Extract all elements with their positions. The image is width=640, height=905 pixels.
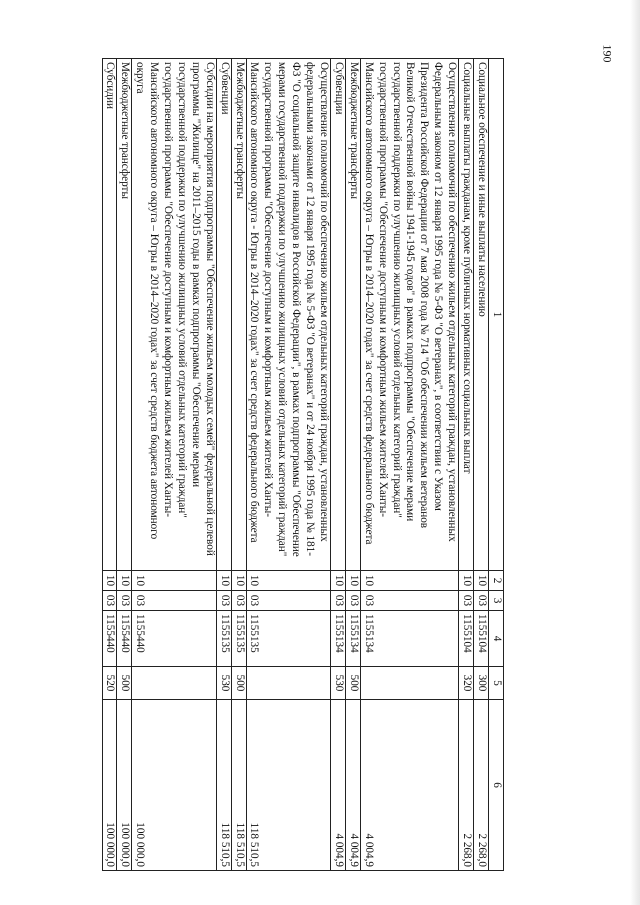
row-expense-type <box>360 667 458 700</box>
scan-edge-shadow <box>630 0 640 905</box>
row-subsection: 03 <box>117 591 132 611</box>
table-row <box>231 59 246 871</box>
row-amount: 118 510,5 <box>231 700 246 871</box>
row-target-article: 1155134 <box>331 611 346 667</box>
row-subsection: 03 <box>216 591 231 611</box>
row-amount: 4 004,9 <box>360 700 458 871</box>
row-section: 10 <box>132 571 216 591</box>
row-expense-type: 300 <box>474 667 489 700</box>
table-row <box>360 59 458 871</box>
row-name: Межбюджетные трансферты <box>231 59 246 571</box>
header-col-2: 2 <box>489 571 504 591</box>
budget-table <box>102 58 504 871</box>
header-col-1: 1 <box>489 59 504 571</box>
table-row <box>132 59 216 871</box>
table-row <box>331 59 346 871</box>
row-expense-type: 500 <box>117 667 132 700</box>
table-row <box>117 59 132 871</box>
row-expense-type: 320 <box>459 667 474 700</box>
page-number: 190 <box>600 44 615 63</box>
row-section: 10 <box>360 571 458 591</box>
row-section: 10 <box>246 571 330 591</box>
row-expense-type: 530 <box>216 667 231 700</box>
row-section: 10 <box>331 571 346 591</box>
row-amount: 118 510,5 <box>246 700 330 871</box>
row-subsection: 03 <box>459 591 474 611</box>
row-target-article: 1155440 <box>102 611 117 667</box>
row-name: Социальное обеспечение и иные выплаты населению <box>474 59 489 571</box>
header-col-4: 4 <box>489 611 504 667</box>
row-name: Социальные выплаты гражданам, кроме публичных нормативных социальных выплат <box>459 59 474 571</box>
row-subsection: 03 <box>345 591 360 611</box>
row-name: Осуществление полномочий по обеспечению жильем отдельных категорий граждан, установленных федеральными законами от 12 января 1995 года № 5-ФЗ "О ветеранах" и от 24 ноября 1995 года № 181-ФЗ "О социальной защите инвалидов в Российской Федерации", в рамках подпрограммы "Обеспечение мерами государственной поддержки по улучшению жилищных условий отдельных категорий граждан" государственной программы "Обеспечение доступным и комфортным жильем жителей Ханты-Мансийского автономного округа - Югры в 2014–2020 годах" за счет средств федерального бюджета <box>246 59 330 571</box>
row-name: Субсидии <box>102 59 117 571</box>
row-amount: 4 004,9 <box>345 700 360 871</box>
row-target-article: 1155440 <box>117 611 132 667</box>
row-subsection: 03 <box>231 591 246 611</box>
row-subsection: 03 <box>246 591 330 611</box>
table-header-row <box>489 59 504 871</box>
table-row <box>216 59 231 871</box>
row-expense-type <box>132 667 216 700</box>
row-section: 10 <box>102 571 117 591</box>
row-expense-type <box>246 667 330 700</box>
row-amount: 100 000,0 <box>117 700 132 871</box>
row-subsection: 03 <box>102 591 117 611</box>
table-row <box>246 59 330 871</box>
row-expense-type: 500 <box>231 667 246 700</box>
row-name: Межбюджетные трансферты <box>345 59 360 571</box>
row-amount: 100 000,0 <box>132 700 216 871</box>
header-col-3: 3 <box>489 591 504 611</box>
row-target-article: 1155104 <box>459 611 474 667</box>
header-col-6: 6 <box>489 700 504 871</box>
table-row <box>474 59 489 871</box>
row-section: 10 <box>231 571 246 591</box>
row-amount: 118 510,5 <box>216 700 231 871</box>
table-row <box>459 59 474 871</box>
row-target-article: 1155104 <box>474 611 489 667</box>
row-subsection: 03 <box>331 591 346 611</box>
row-name: Межбюджетные трансферты <box>117 59 132 571</box>
row-target-article: 1155134 <box>345 611 360 667</box>
row-amount: 2 268,0 <box>474 700 489 871</box>
row-name: Субвенции <box>331 59 346 571</box>
row-name: Субсидии на мероприятия подпрограммы "Обеспечение жильем молодых семей" федеральной целевой программы "Жилище" на 2011–2015 годы в рамках подпрограммы "Обеспечение мерами государственной поддержки по улучшению жилищных условий отдельных категорий граждан" государственной программы "Обеспечение доступным и комфортным жильем жителей Ханты-Мансийского автономного округа – Югры в 2014–2020 годах" за счет средств бюджета автономного округа <box>132 59 216 571</box>
row-target-article: 1155135 <box>216 611 231 667</box>
row-section: 10 <box>345 571 360 591</box>
row-amount: 100 000,0 <box>102 700 117 871</box>
row-expense-type: 530 <box>331 667 346 700</box>
row-subsection: 03 <box>474 591 489 611</box>
row-section: 10 <box>117 571 132 591</box>
row-target-article: 1155134 <box>360 611 458 667</box>
row-amount: 2 268,0 <box>459 700 474 871</box>
row-expense-type: 500 <box>345 667 360 700</box>
row-target-article: 1155135 <box>231 611 246 667</box>
row-expense-type: 520 <box>102 667 117 700</box>
row-target-article: 1155135 <box>246 611 330 667</box>
row-section: 10 <box>216 571 231 591</box>
row-section: 10 <box>474 571 489 591</box>
row-section: 10 <box>459 571 474 591</box>
rotated-page-content <box>72 58 504 870</box>
row-name: Субвенции <box>216 59 231 571</box>
row-subsection: 03 <box>360 591 458 611</box>
row-subsection: 03 <box>132 591 216 611</box>
row-target-article: 1155440 <box>132 611 216 667</box>
header-col-5: 5 <box>489 667 504 700</box>
row-amount: 4 004,9 <box>331 700 346 871</box>
table-row <box>345 59 360 871</box>
table-row <box>102 59 117 871</box>
row-name: Осуществление полномочий по обеспечению жильем отдельных категорий граждан, установленных Федеральным законом от 12 января 1995 года № 5-ФЗ "О ветеранах", в соответствии с Указом Президента Российской Федерации от 7 мая 2008 года № 714 "Об обеспечении жильем ветеранов Великой Отечественной войны 1941-1945 годов" в рамках подпрограммы "Обеспечение мерами государственной поддержки по улучшению жилищных условий отдельных категорий граждан" государственной программы "Обеспечение доступным и комфортным жильем жителей Ханты-Мансийского автономного округа – Югры в 2014–2020 годах" за счет средств федерального бюджета <box>360 59 458 571</box>
